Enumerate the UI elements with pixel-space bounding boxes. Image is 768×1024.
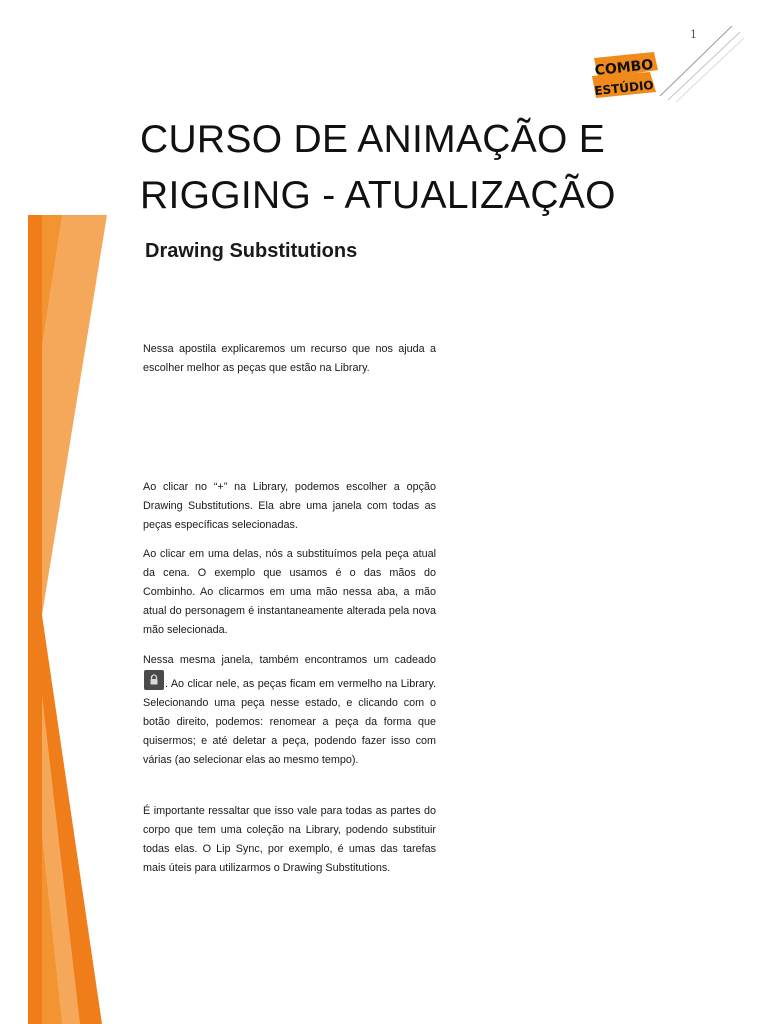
paragraph-intro: Nessa apostila explicaremos um recurso que nos ajuda a escolher melhor as peças que estão na Library.: [143, 343, 436, 374]
paragraph-library-option: Ao clicar no “+” na Library, podemos escolher a opção Drawing Substitutions. Ela abre uma janela com todas as peças específicas selecionadas.: [143, 481, 436, 531]
logo-line1: COMBO: [593, 56, 655, 80]
paragraph-lock-before: Nessa mesma janela, também encontramos um cadeado: [143, 654, 436, 666]
section-heading: Drawing Substitutions: [145, 240, 358, 262]
title-line-2: RIGGING - ATUALIZAÇÃO: [140, 174, 616, 217]
paragraph-conclusion: É importante ressaltar que isso vale para todas as partes do corpo que tem uma coleção na Library, podendo substituir todas elas. O Lip Sync, por exemplo, é umas das tarefas mais úteis para utilizarmos o Drawing Substitutions.: [143, 805, 436, 874]
orange-side-decoration: [0, 215, 110, 1024]
paragraph-substitution: Ao clicar em uma delas, nós a substituímos pela peça atual da cena. O exemplo que usamos é o das mãos do Combinho. Ao clicarmos em uma mão nessa aba, a mão atual do personagem é instantaneamente alterada pela nova mão selecionada.: [143, 548, 436, 636]
combo-estudio-logo: [588, 48, 662, 104]
title-line-1: CURSO DE ANIMAÇÃO E: [140, 118, 606, 161]
lock-icon: [144, 670, 164, 690]
paragraph-lock-after: . Ao clicar nele, as peças ficam em vermelho na Library. Selecionando uma peça nesse estado, e clicando com o botão direito, podemos: renomear a peça da forma que quisermos; e até deletar a peça, podendo fazer isso com várias (ao selecionar elas ao mesmo tempo).: [143, 678, 436, 766]
paragraph-lock: [143, 651, 436, 770]
logo-line2: ESTÚDIO: [593, 77, 655, 99]
document-title: [140, 112, 640, 224]
page-number: 1: [690, 28, 697, 41]
